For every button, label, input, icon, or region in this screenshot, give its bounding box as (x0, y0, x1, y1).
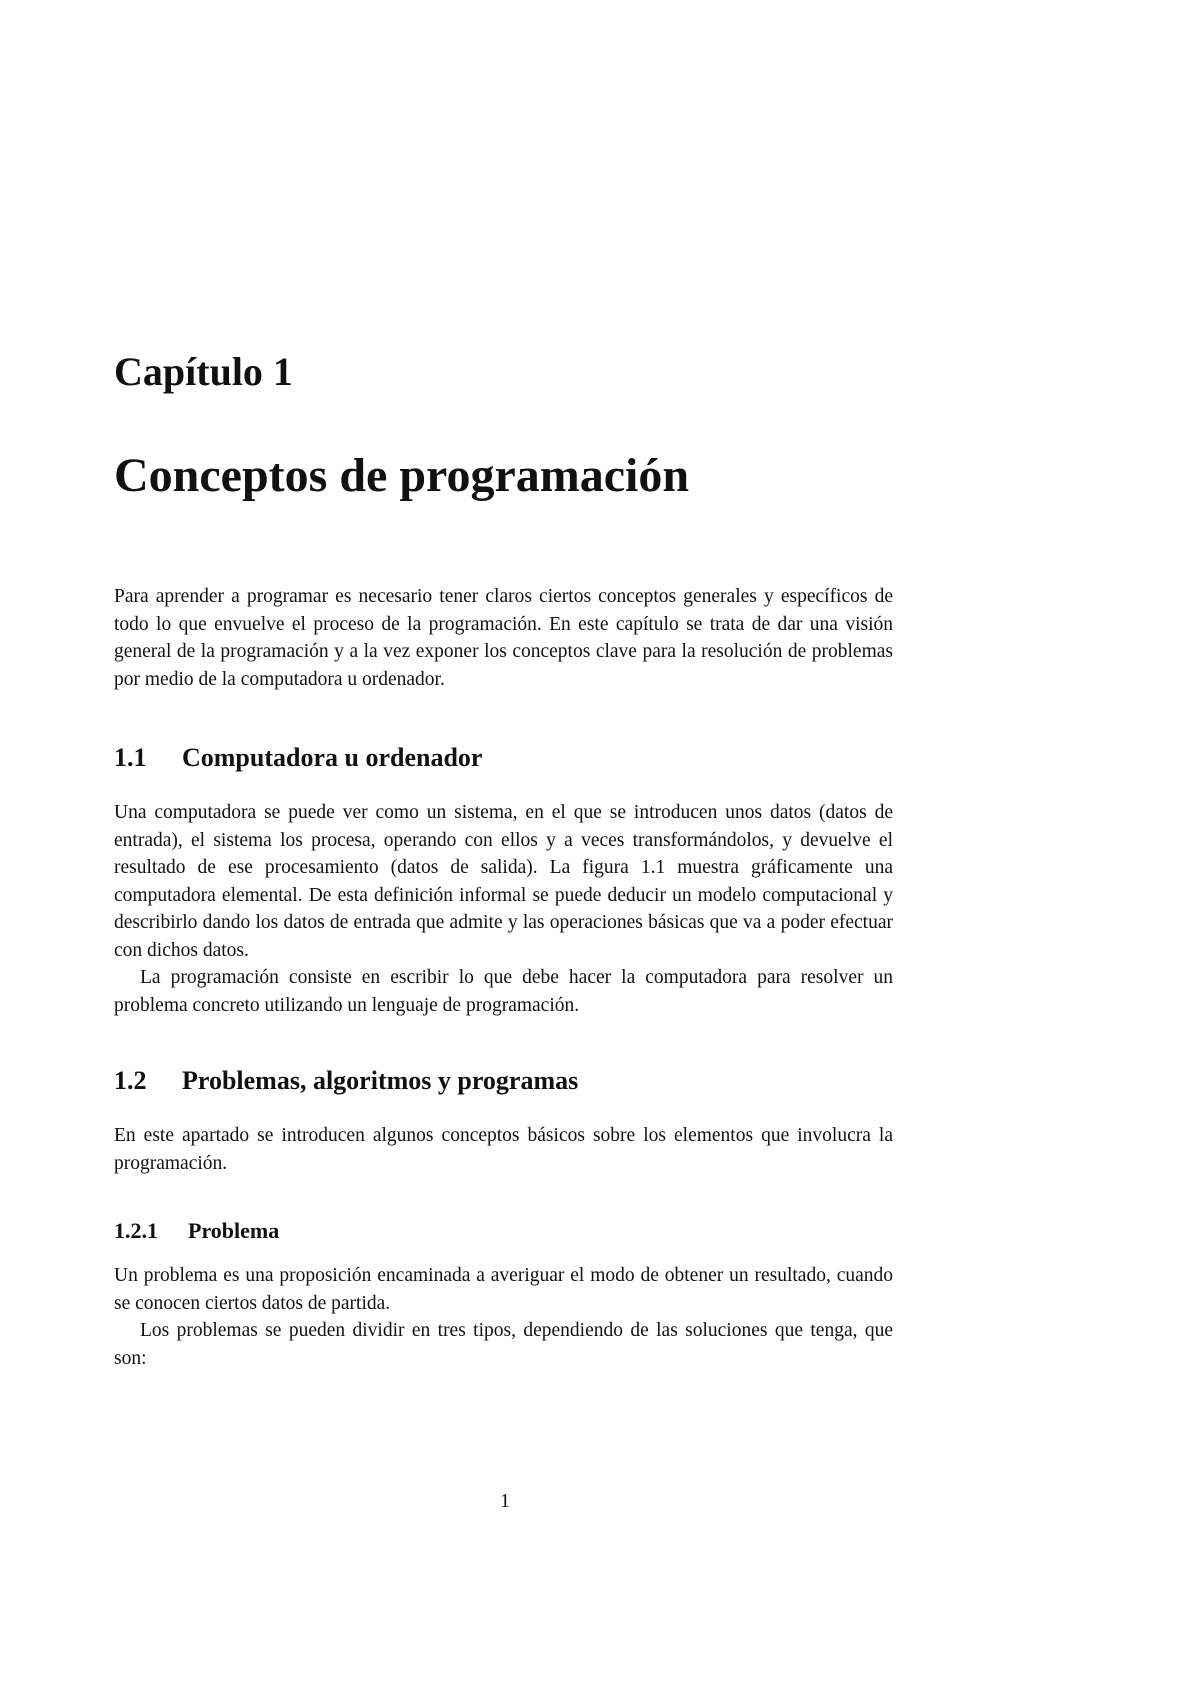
subsection-1-2-1-body (114, 1262, 893, 1372)
section-1-1-body (114, 799, 893, 1019)
page-number: 1 (500, 1490, 510, 1512)
section-1-1-paragraph-2: La programación consiste en escribir lo que debe hacer la computadora para resolver un problema concreto utilizando un lenguaje de programación. (114, 967, 893, 1016)
section-heading-1-2 (114, 1068, 578, 1094)
section-number: 1.2 (114, 1066, 147, 1095)
section-1-2-paragraph: En este apartado se introducen algunos conceptos básicos sobre los elementos que involucra la programación. (114, 1125, 893, 1174)
section-title: Computadora u ordenador (182, 743, 483, 772)
section-1-2-body (114, 1122, 893, 1177)
section-number: 1.1 (114, 743, 147, 772)
chapter-label: Capítulo 1 (114, 349, 293, 394)
intro-paragraph: Para aprender a programar es necesario tener claros ciertos conceptos generales y específicos de todo lo que envuelve el proceso de la programación. En este capítulo se trata de dar una visión general de la programación y a la vez exponer los conceptos clave para la resolución de problemas por medio de la computadora u ordenador. (114, 586, 893, 690)
subsection-number: 1.2.1 (114, 1218, 158, 1243)
section-1-1-paragraph-1: Una computadora se puede ver como un sistema, en el que se introducen unos datos (datos de entrada), el sistema los procesa, operando con ellos y a veces transformándolos, y devuelve el resultado de ese procesamiento (datos de salida). La figura 1.1 muestra gráficamente una computadora elemental. De esta definición informal se puede deducir un modelo computacional y describirlo dando los datos de entrada que admite y las operaciones básicas que va a poder efectuar con dichos datos. (114, 802, 893, 961)
subsection-title: Problema (188, 1218, 280, 1243)
section-heading-1-1 (114, 745, 482, 771)
subsection-1-2-1-paragraph-1: Un problema es una proposición encaminada a averiguar el modo de obtener un resultado, cuando se conocen ciertos datos de partida. (114, 1265, 893, 1314)
subsection-1-2-1-paragraph-2: Los problemas se pueden dividir en tres tipos, dependiendo de las soluciones que tenga, que son: (114, 1320, 893, 1369)
chapter-title: Conceptos de programación (114, 449, 690, 502)
subsection-heading-1-2-1 (114, 1220, 279, 1242)
intro-block (114, 583, 893, 693)
section-title: Problemas, algoritmos y programas (182, 1066, 579, 1095)
